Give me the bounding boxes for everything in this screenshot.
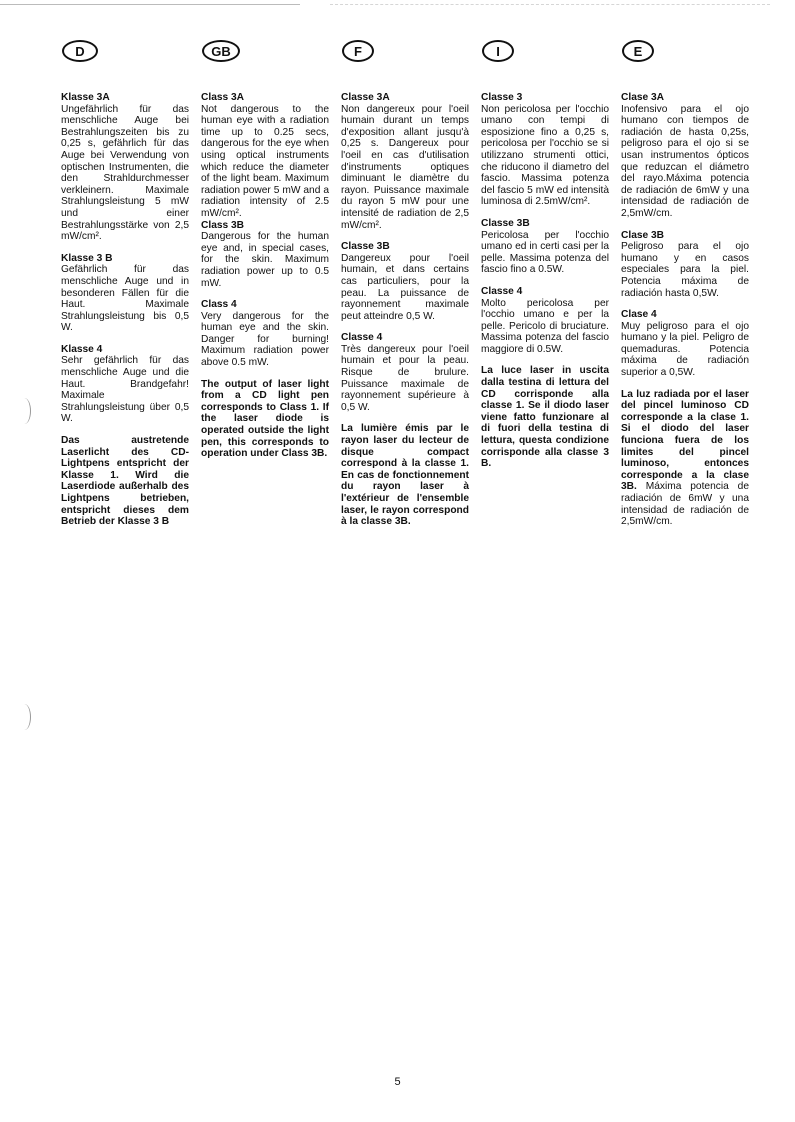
language-badge-gb bbox=[202, 40, 240, 62]
section-heading: Classe 3B bbox=[481, 217, 530, 229]
section-klasse-3b bbox=[61, 253, 189, 334]
section-text: Peligroso para el ojo humano y en casos especiales para la piel. Potencia máxima de radiación hasta 0,5W. bbox=[621, 241, 749, 299]
section-text-regular-part: Máxima potencia de radiación de 6mW y una intensidad de radiación de 2,5mW/cm. bbox=[621, 481, 749, 528]
section-heading: Class 3B bbox=[201, 219, 245, 231]
top-rule bbox=[0, 4, 300, 5]
section-class-3a bbox=[201, 92, 329, 220]
section-clase-4 bbox=[621, 309, 749, 379]
section-clase-3a bbox=[621, 92, 749, 220]
section-heading: Klasse 3A bbox=[61, 92, 110, 103]
section-text-mixed bbox=[621, 389, 749, 528]
badge-label: I bbox=[496, 43, 500, 59]
column-english bbox=[201, 92, 329, 470]
section-text-bold-part: La luz radiada por el laser del pincel luminoso CD corresponde a la clase 1. Si el diodo del laser funciona fuera de los limites del pincel luminoso, entonces corresponde a la clase 3B. bbox=[621, 388, 749, 493]
page-number: 5 bbox=[394, 1076, 401, 1088]
section-text: The output of laser light from a CD light pen corresponds to Class 1. If the laser diode is operated outside the light pen, this corresponds to operation under Class 3B. bbox=[201, 378, 329, 460]
section-text: Not dangerous to the human eye with a radiation time up to 0.25 secs, dangerous for the eye when using optical instruments which reduce the diameter of the light beam. Maximum radiation power 5 mW and a radiation intensity of 2.5 mW/cm². bbox=[201, 103, 329, 219]
section-laser-note bbox=[61, 435, 189, 528]
section-text: Non dangereux pour l'oeil humain durant un temps d'exposition allant jusqu'à 0,25 s. Dangereux pour l'oeil en cas d'utilisation d'instruments optiques diminuant le diamètre du rayon. Puissance maximale du rayon 5 mW pour une intensité de radiation de 2,5 mW/cm². bbox=[341, 103, 469, 231]
section-classe-4 bbox=[481, 286, 609, 356]
section-text: Gefährlich für das menschliche Auge und in besonderen Fällen für die Haut. Maximale Strahlungsleistung bis 0,5 W. bbox=[61, 264, 189, 334]
column-italian bbox=[481, 92, 609, 480]
section-text: Muy peligroso para el ojo humano y la piel. Peligro de quemaduras. Potencia máxima de radiación superior a 0,5W. bbox=[621, 320, 749, 379]
section-text: Sehr gefährlich für das menschliche Auge und die Haut. Brandgefahr! Maximale Strahlungsleistung über 0,5 W. bbox=[61, 355, 189, 425]
section-clase-3b bbox=[621, 230, 749, 300]
section-text: Dangerous for the human eye and, in special cases, for the skin. Maximum radiation power up to 0.5 mW. bbox=[201, 231, 329, 289]
section-classe-3 bbox=[481, 92, 609, 208]
section-heading: Classe 3B bbox=[341, 241, 390, 253]
badge-label: GB bbox=[211, 43, 231, 59]
badge-label: E bbox=[633, 43, 643, 59]
section-heading: Clase 4 bbox=[621, 309, 657, 321]
language-badge-it bbox=[482, 40, 514, 62]
section-classe-3b bbox=[341, 241, 469, 322]
section-text: Very dangerous for the human eye and the skin. Danger for burning! Maximum radiation power above 0.5 mW. bbox=[201, 310, 329, 369]
section-classe-3a bbox=[341, 92, 469, 231]
section-laser-note bbox=[201, 379, 329, 460]
section-text: Non pericolosa per l'occhio umano con tempi di esposizione fino a 0,25 s, pericolosa per l'occhio se si utilizzano strumenti ottici, che riducono il diametro del fascio. Massima potenza del fascio 5 mW ed intensità luminosa di 2.5mW/cm². bbox=[481, 103, 609, 208]
margin-punch-mark bbox=[18, 704, 31, 730]
section-classe-3b bbox=[481, 218, 609, 276]
section-laser-note bbox=[341, 423, 469, 527]
section-text: Pericolosa per l'occhio umano ed in certi casi per la pelle. Massima potenza del fascio fino a 0.5W. bbox=[481, 229, 609, 276]
column-french bbox=[341, 92, 469, 538]
section-laser-note bbox=[621, 389, 749, 528]
column-german bbox=[61, 92, 189, 538]
section-heading: Clase 3B bbox=[621, 229, 665, 241]
section-heading: Class 3A bbox=[201, 92, 245, 103]
section-laser-note bbox=[481, 365, 609, 469]
language-badge-de bbox=[62, 40, 98, 62]
section-text: La lumière émis par le rayon laser du lecteur de disque compact correspond à la classe 1. En cas de fonctionnement du rayon laser à l'extérieur de l'ensemble laser, le rayon correspond à la classe 3B. bbox=[341, 423, 469, 528]
section-text: Très dangereux pour l'oeil humain et pour la peau. Risque de brulure. Puissance maximale de rayonnement supérieure à 0,5 W. bbox=[341, 343, 469, 413]
language-badge-es bbox=[622, 40, 654, 62]
section-text: Molto pericolosa per l'occhio umano e per la pelle. Pericolo di bruciature. Massima potenza del fascio maggiore di 0.5W. bbox=[481, 297, 609, 355]
column-spanish bbox=[621, 92, 749, 538]
badge-label: D bbox=[75, 43, 85, 59]
section-heading: Classe 3 bbox=[481, 92, 523, 103]
section-heading: Clase 3A bbox=[621, 92, 665, 103]
section-class-3b bbox=[201, 220, 329, 290]
margin-punch-mark bbox=[18, 398, 31, 424]
language-badge-fr bbox=[342, 40, 374, 62]
section-heading: Classe 3A bbox=[341, 92, 390, 103]
section-klasse-4 bbox=[61, 344, 189, 425]
section-klasse-3a bbox=[61, 92, 189, 243]
section-heading: Classe 4 bbox=[481, 285, 523, 297]
section-heading: Klasse 3 B bbox=[61, 252, 113, 264]
section-text: Ungefährlich für das menschliche Auge bei Bestrahlungszeiten bis zu 0,25 s, gefährlich für das Auge bei Verwendung von optischen Instrumenten, die den Strahldurchmesser verkleinern. Maximale Strahlungsleistung 5 mW und einer Bestrahlungsstärke von 2,5 mW/cm². bbox=[61, 103, 189, 243]
section-heading: Classe 4 bbox=[341, 332, 383, 344]
section-text: Dangereux pour l'oeil humain, et dans certains cas particuliers, pour la peau. La puissance de rayonnement maximale peut atteindre 0,5 W. bbox=[341, 252, 469, 322]
top-rule-faint bbox=[330, 4, 770, 5]
section-heading: Klasse 4 bbox=[61, 343, 103, 355]
section-heading: Class 4 bbox=[201, 299, 237, 311]
section-text: La luce laser in uscita dalla testina di lettura del CD corrisponde alla classe 1. Se il diodo laser viene fatto funzionare al di fuori della testina di lettura, questa condizione corrisponde alla classe 3 B. bbox=[481, 365, 609, 470]
section-classe-4 bbox=[341, 332, 469, 413]
badge-label: F bbox=[354, 43, 362, 59]
section-class-4 bbox=[201, 299, 329, 369]
section-text: Das austretende Laserlicht des CD- Lightpens entspricht der Klasse 1. Wird die Laserdiode außerhalb des Lightpens betrieben, entspricht dieses dem Betrieb der Klasse 3 B bbox=[61, 435, 189, 528]
section-text: Inofensivo para el ojo humano con tiempos de radiación de hasta 0,25s, peligroso para el ojo si se usan instrumentos ópticos que reduzcan el diámetro del rayo.Máxima potencia de radiación de 6mW y una intensidad de radiación de 2,5mW/cm. bbox=[621, 103, 749, 219]
